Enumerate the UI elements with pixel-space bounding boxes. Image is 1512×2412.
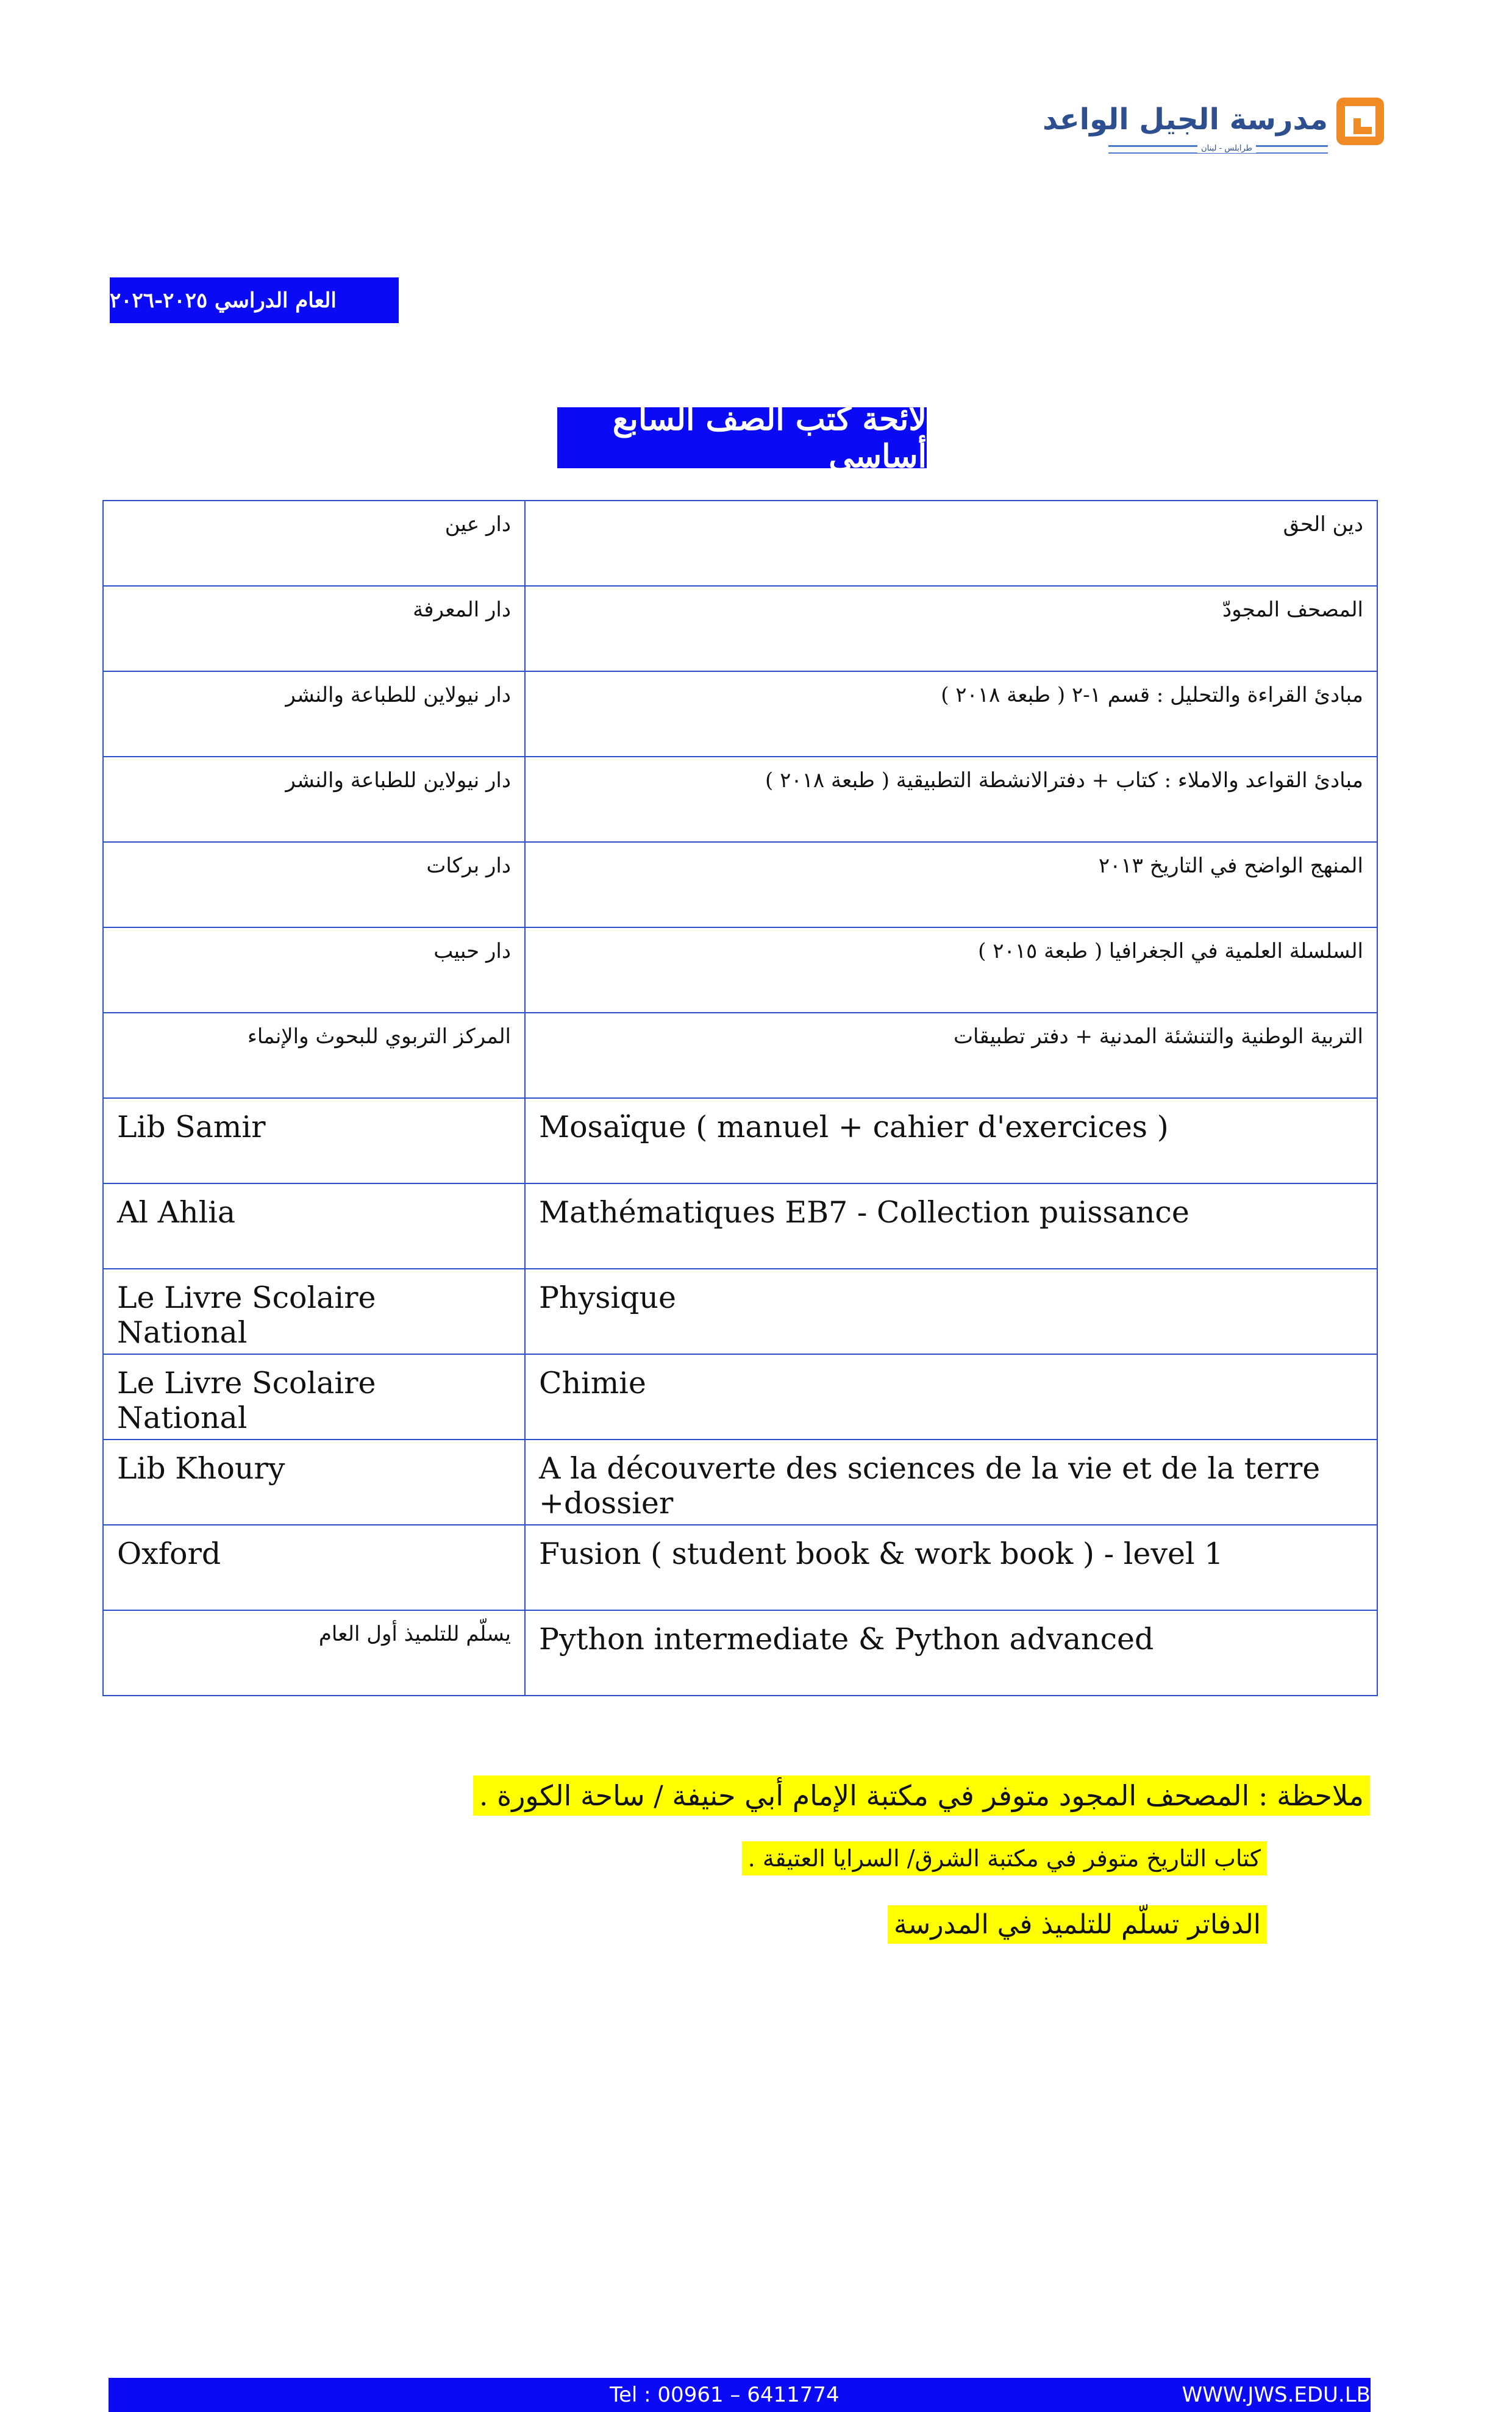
book-row [103, 1610, 1377, 1696]
logo-subtitle: طرابلس - لبنان [1197, 144, 1256, 153]
book-row [103, 501, 1377, 586]
book-publisher: دار حبيب [103, 927, 525, 1013]
footer-website: WWW.JWS.EDU.LB [1182, 2383, 1371, 2407]
book-title: التربية الوطنية والتنشئة المدنية + دفتر تطبيقات [525, 1013, 1377, 1098]
book-publisher: Le Livre Scolaire National [103, 1354, 525, 1440]
book-row [103, 1098, 1377, 1183]
book-title: A la découverte des sciences de la vie et de la terre +dossier [525, 1440, 1377, 1525]
school-logo [1043, 91, 1384, 165]
book-publisher: Al Ahlia [103, 1183, 525, 1269]
note-notebooks: الدفاتر تسلّم للتلميذ في المدرسة [888, 1905, 1267, 1944]
book-list-table [102, 500, 1378, 1696]
book-title: مبادئ القراءة والتحليل : قسم ١-٢ ( طبعة ٢٠١٨ ) [525, 671, 1377, 757]
book-title: Mosaïque ( manuel + cahier d'exercices ) [525, 1098, 1377, 1183]
book-publisher: دار بركات [103, 842, 525, 927]
logo-mark-icon [1336, 98, 1384, 145]
book-title: Python intermediate & Python advanced [525, 1610, 1377, 1696]
footer-bar [109, 2378, 1371, 2412]
academic-year-label: العام الدراسي ٢٠٢٥-٢٠٢٦ [110, 277, 399, 323]
logo-school-name: مدرسة الجيل الواعد [1043, 102, 1328, 137]
note-quran-availability: ملاحظة : المصحف المجود متوفر في مكتبة الإمام أبي حنيفة / ساحة الكورة . [473, 1775, 1370, 1816]
book-row [103, 1525, 1377, 1610]
book-publisher: Lib Samir [103, 1098, 525, 1183]
book-title: Chimie [525, 1354, 1377, 1440]
book-row [103, 1183, 1377, 1269]
note-history-availability: كتاب التاريخ متوفر في مكتبة الشرق/ السرايا العتيقة . [742, 1841, 1267, 1875]
book-row [103, 1354, 1377, 1440]
book-row [103, 927, 1377, 1013]
book-row [103, 586, 1377, 671]
book-row [103, 1440, 1377, 1525]
book-publisher: يسلّم للتلميذ أول العام [103, 1610, 525, 1696]
book-publisher: دار عين [103, 501, 525, 586]
book-row [103, 757, 1377, 842]
page-title: لائحة كتب الصف السابع أساسي [557, 407, 927, 468]
book-title: المصحف المجودّ [525, 586, 1377, 671]
book-title: Fusion ( student book & work book ) - level 1 [525, 1525, 1377, 1610]
book-row [103, 671, 1377, 757]
book-title: المنهج الواضح في التاريخ ٢٠١٣ [525, 842, 1377, 927]
book-publisher: دار نيولاين للطباعة والنشر [103, 757, 525, 842]
book-title: السلسلة العلمية في الجغرافيا ( طبعة ٢٠١٥ ) [525, 927, 1377, 1013]
book-row [103, 1013, 1377, 1098]
book-title: Physique [525, 1269, 1377, 1354]
book-title: مبادئ القواعد والاملاء : كتاب + دفترالانشطة التطبيقية ( طبعة ٢٠١٨ ) [525, 757, 1377, 842]
book-title: دين الحق [525, 501, 1377, 586]
book-publisher: Lib Khoury [103, 1440, 525, 1525]
book-publisher: المركز التربوي للبحوث والإنماء [103, 1013, 525, 1098]
footer-phone: Tel : 00961 – 6411774 [610, 2383, 840, 2407]
book-publisher: Oxford [103, 1525, 525, 1610]
book-publisher: دار المعرفة [103, 586, 525, 671]
book-row [103, 1269, 1377, 1354]
book-publisher: Le Livre Scolaire National [103, 1269, 525, 1354]
book-title: Mathématiques EB7 - Collection puissance [525, 1183, 1377, 1269]
book-publisher: دار نيولاين للطباعة والنشر [103, 671, 525, 757]
book-row [103, 842, 1377, 927]
